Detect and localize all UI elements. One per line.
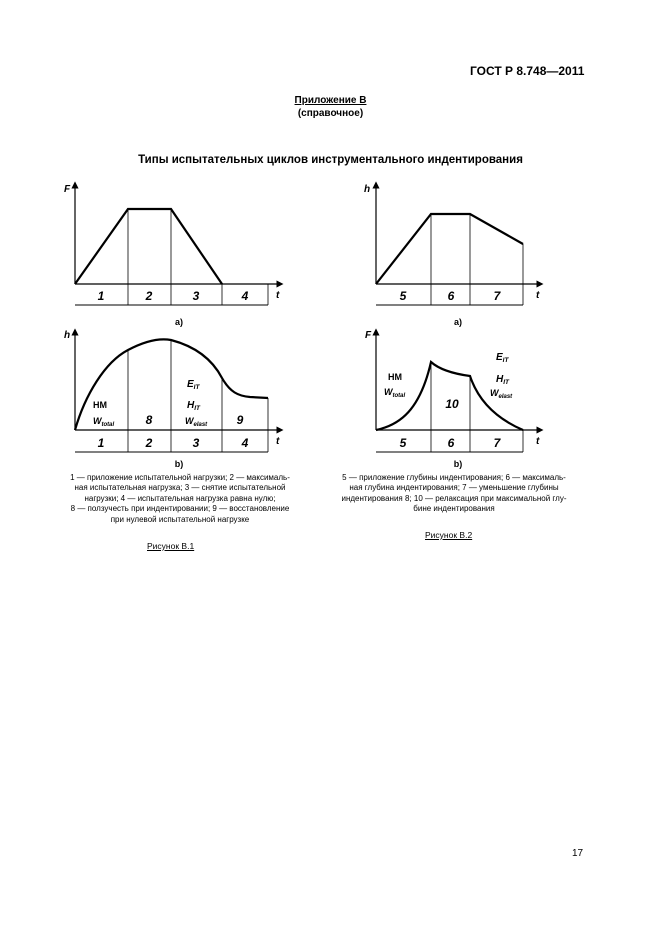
appendix-subtitle: (справочное) xyxy=(297,108,364,119)
b2b-hit-sub: IT xyxy=(503,379,510,386)
b2a-label: a) xyxy=(453,317,463,327)
b1a-y-label: F xyxy=(64,184,71,195)
b2-legend-line: ная глубина индентирования; 7 — уменьшение глубины xyxy=(349,483,559,493)
page-number: 17 xyxy=(572,848,584,859)
b2a-y-label: h xyxy=(364,184,371,195)
appendix-title-text: Приложение В xyxy=(294,95,367,106)
b2b-hit xyxy=(496,374,510,386)
b1b-x-label: t xyxy=(276,436,280,447)
b2b-w-total-sub: total xyxy=(392,393,406,399)
b2a-x-label: t xyxy=(536,290,540,301)
b2b-eit xyxy=(496,352,509,364)
b2b-eit-sub: IT xyxy=(502,357,509,364)
figure-b2-plot-a xyxy=(364,184,540,327)
b1-legend-line: при нулевой испытательной нагрузке xyxy=(110,514,250,524)
standard-number: ГОСТ Р 8.748—2011 xyxy=(470,64,585,78)
b1b-seg-4: 4 xyxy=(241,436,249,450)
b1b-recovery-label: 9 xyxy=(236,413,244,427)
b1-legend-line: 8 — ползучесть при индентировании; 9 — восстановление xyxy=(70,504,290,514)
b2b-x-label: t xyxy=(536,436,540,447)
b2b-seg-7: 7 xyxy=(493,436,501,450)
b1b-hit xyxy=(187,400,201,412)
b2b-y-label: F xyxy=(365,330,372,341)
b1-legend-line: 1 — приложение испытательной нагрузки; 2 — максималь- xyxy=(70,473,290,482)
b1b-w-elast xyxy=(185,416,208,428)
b1a-load-curve xyxy=(75,209,222,284)
b1b-creep-label: 8 xyxy=(145,413,153,427)
b2b-hit-main: H xyxy=(496,374,504,385)
b2b-seg-5: 5 xyxy=(399,436,407,450)
b1b-hm: HM xyxy=(93,400,107,410)
b2b-hm: HM xyxy=(388,372,402,382)
b2b-seg-6: 6 xyxy=(447,436,455,450)
b2b-w-elast xyxy=(490,388,513,400)
b1b-seg-1: 1 xyxy=(97,436,105,450)
b2b-w-total-main: W xyxy=(384,387,393,397)
b2a-depth-curve xyxy=(376,214,523,284)
section-title: Типы испытательных циклов инструментального индентирования xyxy=(138,154,523,166)
figure-b1-plot-a xyxy=(64,184,280,327)
b1b-eit xyxy=(187,379,200,391)
b1b-w-elast-sub: elast xyxy=(193,422,208,428)
figure-b2-legend xyxy=(314,473,594,515)
b1b-w-total xyxy=(93,416,114,428)
b1b-w-total-main: W xyxy=(93,416,102,426)
b2b-w-elast-main: W xyxy=(490,388,499,398)
b1-legend-line: ная испытательная нагрузка; 3 — снятие испытательной xyxy=(74,483,286,493)
b1a-x-label: t xyxy=(276,290,280,301)
b2b-w-elast-sub: elast xyxy=(498,394,513,400)
b2b-eit-main: E xyxy=(496,352,503,363)
b1b-seg-2: 2 xyxy=(145,436,153,450)
b2b-relax-label: 10 xyxy=(445,397,459,411)
b1-legend-line: нагрузки; 4 — испытательная нагрузка равна нулю; xyxy=(84,493,276,503)
b2-legend-line: индентирования 8; 10 — релаксация при максимальной глу- xyxy=(341,493,567,503)
b2-legend-line: бине индентирования xyxy=(413,504,495,514)
b1b-seg-3: 3 xyxy=(192,436,200,450)
b2b-w-total xyxy=(384,387,405,399)
b2a-seg-6: 6 xyxy=(447,289,455,303)
b1b-hit-main: H xyxy=(187,400,195,411)
b1b-label: b) xyxy=(174,459,184,469)
b2a-seg-5: 5 xyxy=(399,289,407,303)
b1a-seg-4: 4 xyxy=(241,289,249,303)
b1b-hit-sub: IT xyxy=(194,405,201,412)
figure-b1-plot-b xyxy=(64,330,280,469)
b2b-label: b) xyxy=(453,459,463,469)
figure-b2-caption: Рисунок В.2 xyxy=(425,530,473,540)
b1b-y-label: h xyxy=(64,330,71,341)
b1a-seg-1: 1 xyxy=(97,289,105,303)
figure-b1-legend xyxy=(40,473,320,525)
figure-b1-caption: Рисунок В.1 xyxy=(147,541,195,551)
b1b-eit-sub: IT xyxy=(193,384,200,391)
b1b-w-total-sub: total xyxy=(101,422,115,428)
b1b-w-elast-main: W xyxy=(185,416,194,426)
b1a-seg-3: 3 xyxy=(192,289,200,303)
figure-b2-plot-b xyxy=(365,330,540,469)
b1a-label: a) xyxy=(174,317,184,327)
b2-legend-line: 5 — приложение глубины индентирования; 6 — максималь- xyxy=(342,473,566,482)
b1a-seg-2: 2 xyxy=(145,289,153,303)
b1b-eit-main: E xyxy=(187,379,194,390)
b2a-seg-7: 7 xyxy=(493,289,501,303)
